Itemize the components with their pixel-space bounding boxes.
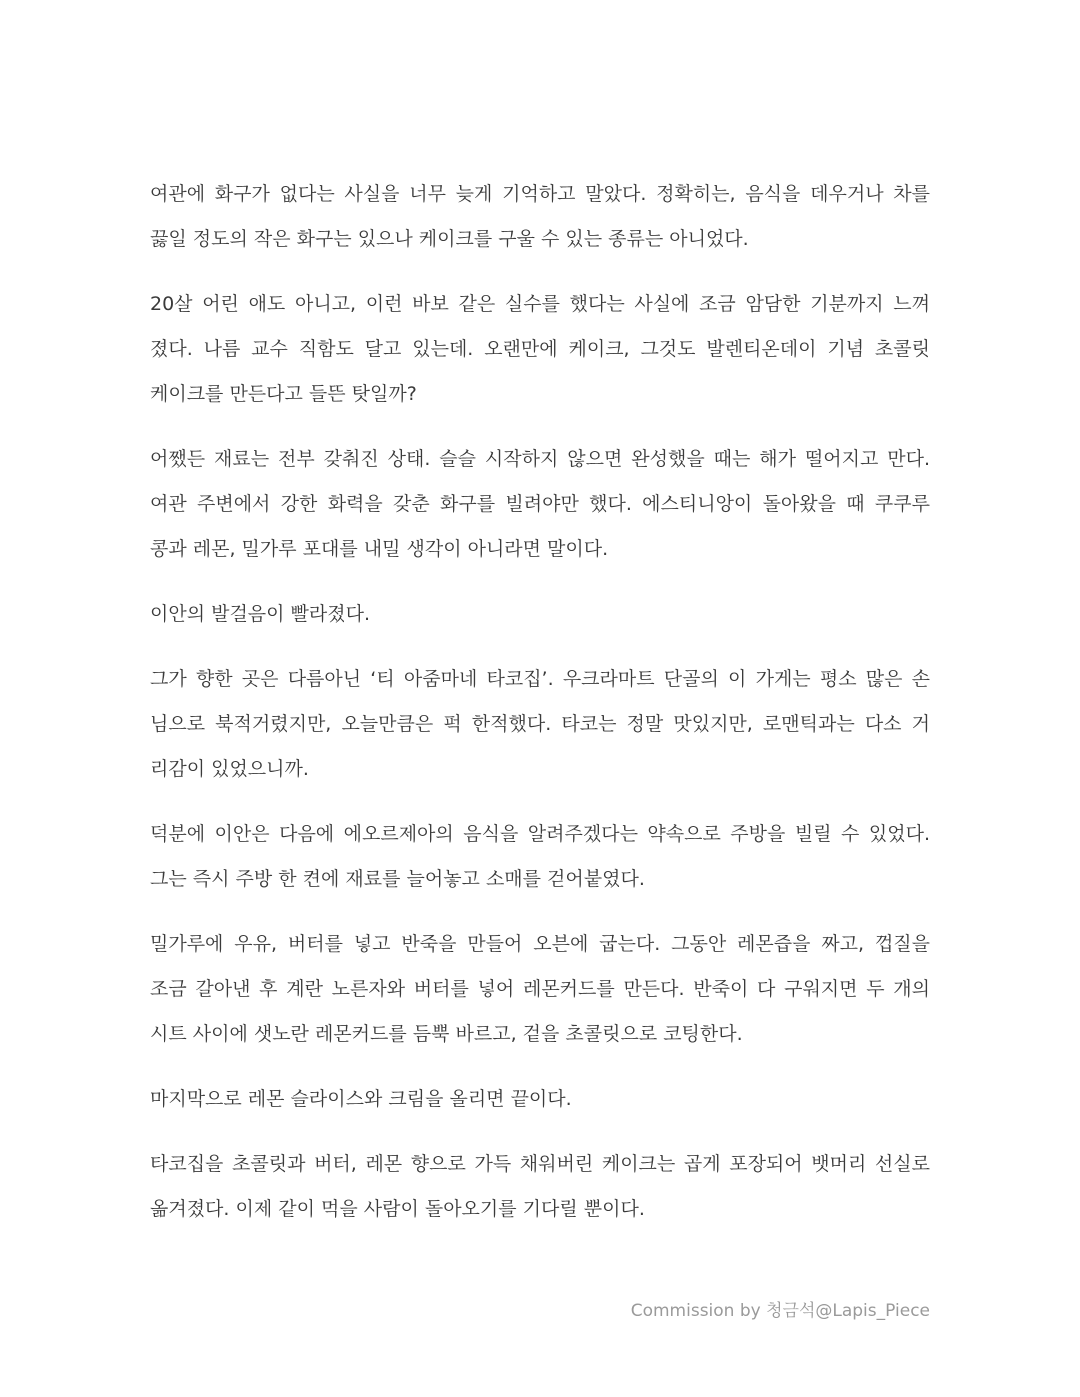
text-line: 시트 사이에 샛노란 레몬커드를 듬뿍 바르고, 겉을 초콜릿으로 코팅한다. <box>150 1023 743 1045</box>
text-line: 그가 향한 곳은 다름아닌 ‘티 아줌마네 타코집’. 우크라마트 단골의 이 가게는 평소 많은 손 <box>150 668 930 690</box>
text-line: 끓일 정도의 작은 화구는 있으나 케이크를 구울 수 있는 종류는 아니었다. <box>150 228 749 250</box>
text-line: 덕분에 이안은 다음에 에오르제아의 음식을 알려주겠다는 약속으로 주방을 빌릴 수 있었다. <box>150 823 930 845</box>
paragraph <box>150 1142 930 1232</box>
paragraph <box>150 282 930 417</box>
paragraph <box>150 592 930 637</box>
text-line: 여관 주변에서 강한 화력을 갖춘 화구를 빌려야만 했다. 에스티니앙이 돌아왔을 때 쿠쿠루 <box>150 493 930 515</box>
text-line: 밀가루에 우유, 버터를 넣고 반죽을 만들어 오븐에 굽는다. 그동안 레몬즙을 짜고, 껍질을 <box>150 933 930 955</box>
text-line: 20살 어린 애도 아니고, 이런 바보 같은 실수를 했다는 사실에 조금 암담한 기분까지 느껴 <box>150 293 930 315</box>
text-line: 리감이 있었으니까. <box>150 758 309 780</box>
text-line: 옮겨졌다. 이제 같이 먹을 사람이 돌아오기를 기다릴 뿐이다. <box>150 1198 645 1220</box>
text-line: 케이크를 만든다고 들뜬 탓일까? <box>150 383 417 405</box>
paragraph <box>150 437 930 572</box>
story-body <box>150 172 930 1252</box>
paragraph <box>150 657 930 792</box>
text-line: 마지막으로 레몬 슬라이스와 크림을 올리면 끝이다. <box>150 1088 572 1110</box>
paragraph <box>150 812 930 902</box>
commission-credit: Commission by 청금석@Lapis_Piece <box>630 1301 930 1321</box>
text-line: 그는 즉시 주방 한 켠에 재료를 늘어놓고 소매를 걷어붙였다. <box>150 868 645 890</box>
text-line: 이안의 발걸음이 빨라졌다. <box>150 603 371 625</box>
text-line: 조금 갈아낸 후 계란 노른자와 버터를 넣어 레몬커드를 만든다. 반죽이 다 구워지면 두 개의 <box>150 978 930 1000</box>
text-line: 님으로 북적거렸지만, 오늘만큼은 퍽 한적했다. 타코는 정말 맛있지만, 로맨틱과는 다소 거 <box>150 713 930 735</box>
text-line: 콩과 레몬, 밀가루 포대를 내밀 생각이 아니라면 말이다. <box>150 538 609 560</box>
text-line: 타코집을 초콜릿과 버터, 레몬 향으로 가득 채워버린 케이크는 곱게 포장되어 뱃머리 선실로 <box>150 1153 930 1175</box>
text-line: 어쨌든 재료는 전부 갖춰진 상태. 슬슬 시작하지 않으면 완성했을 때는 해가 떨어지고 만다. <box>150 448 930 470</box>
text-line: 여관에 화구가 없다는 사실을 너무 늦게 기억하고 말았다. 정확히는, 음식을 데우거나 차를 <box>150 183 930 205</box>
text-line: 졌다. 나름 교수 직함도 달고 있는데. 오랜만에 케이크, 그것도 발렌티온데이 기념 초콜릿 <box>150 338 930 360</box>
paragraph <box>150 172 930 262</box>
paragraph <box>150 1077 930 1122</box>
paragraph <box>150 922 930 1057</box>
